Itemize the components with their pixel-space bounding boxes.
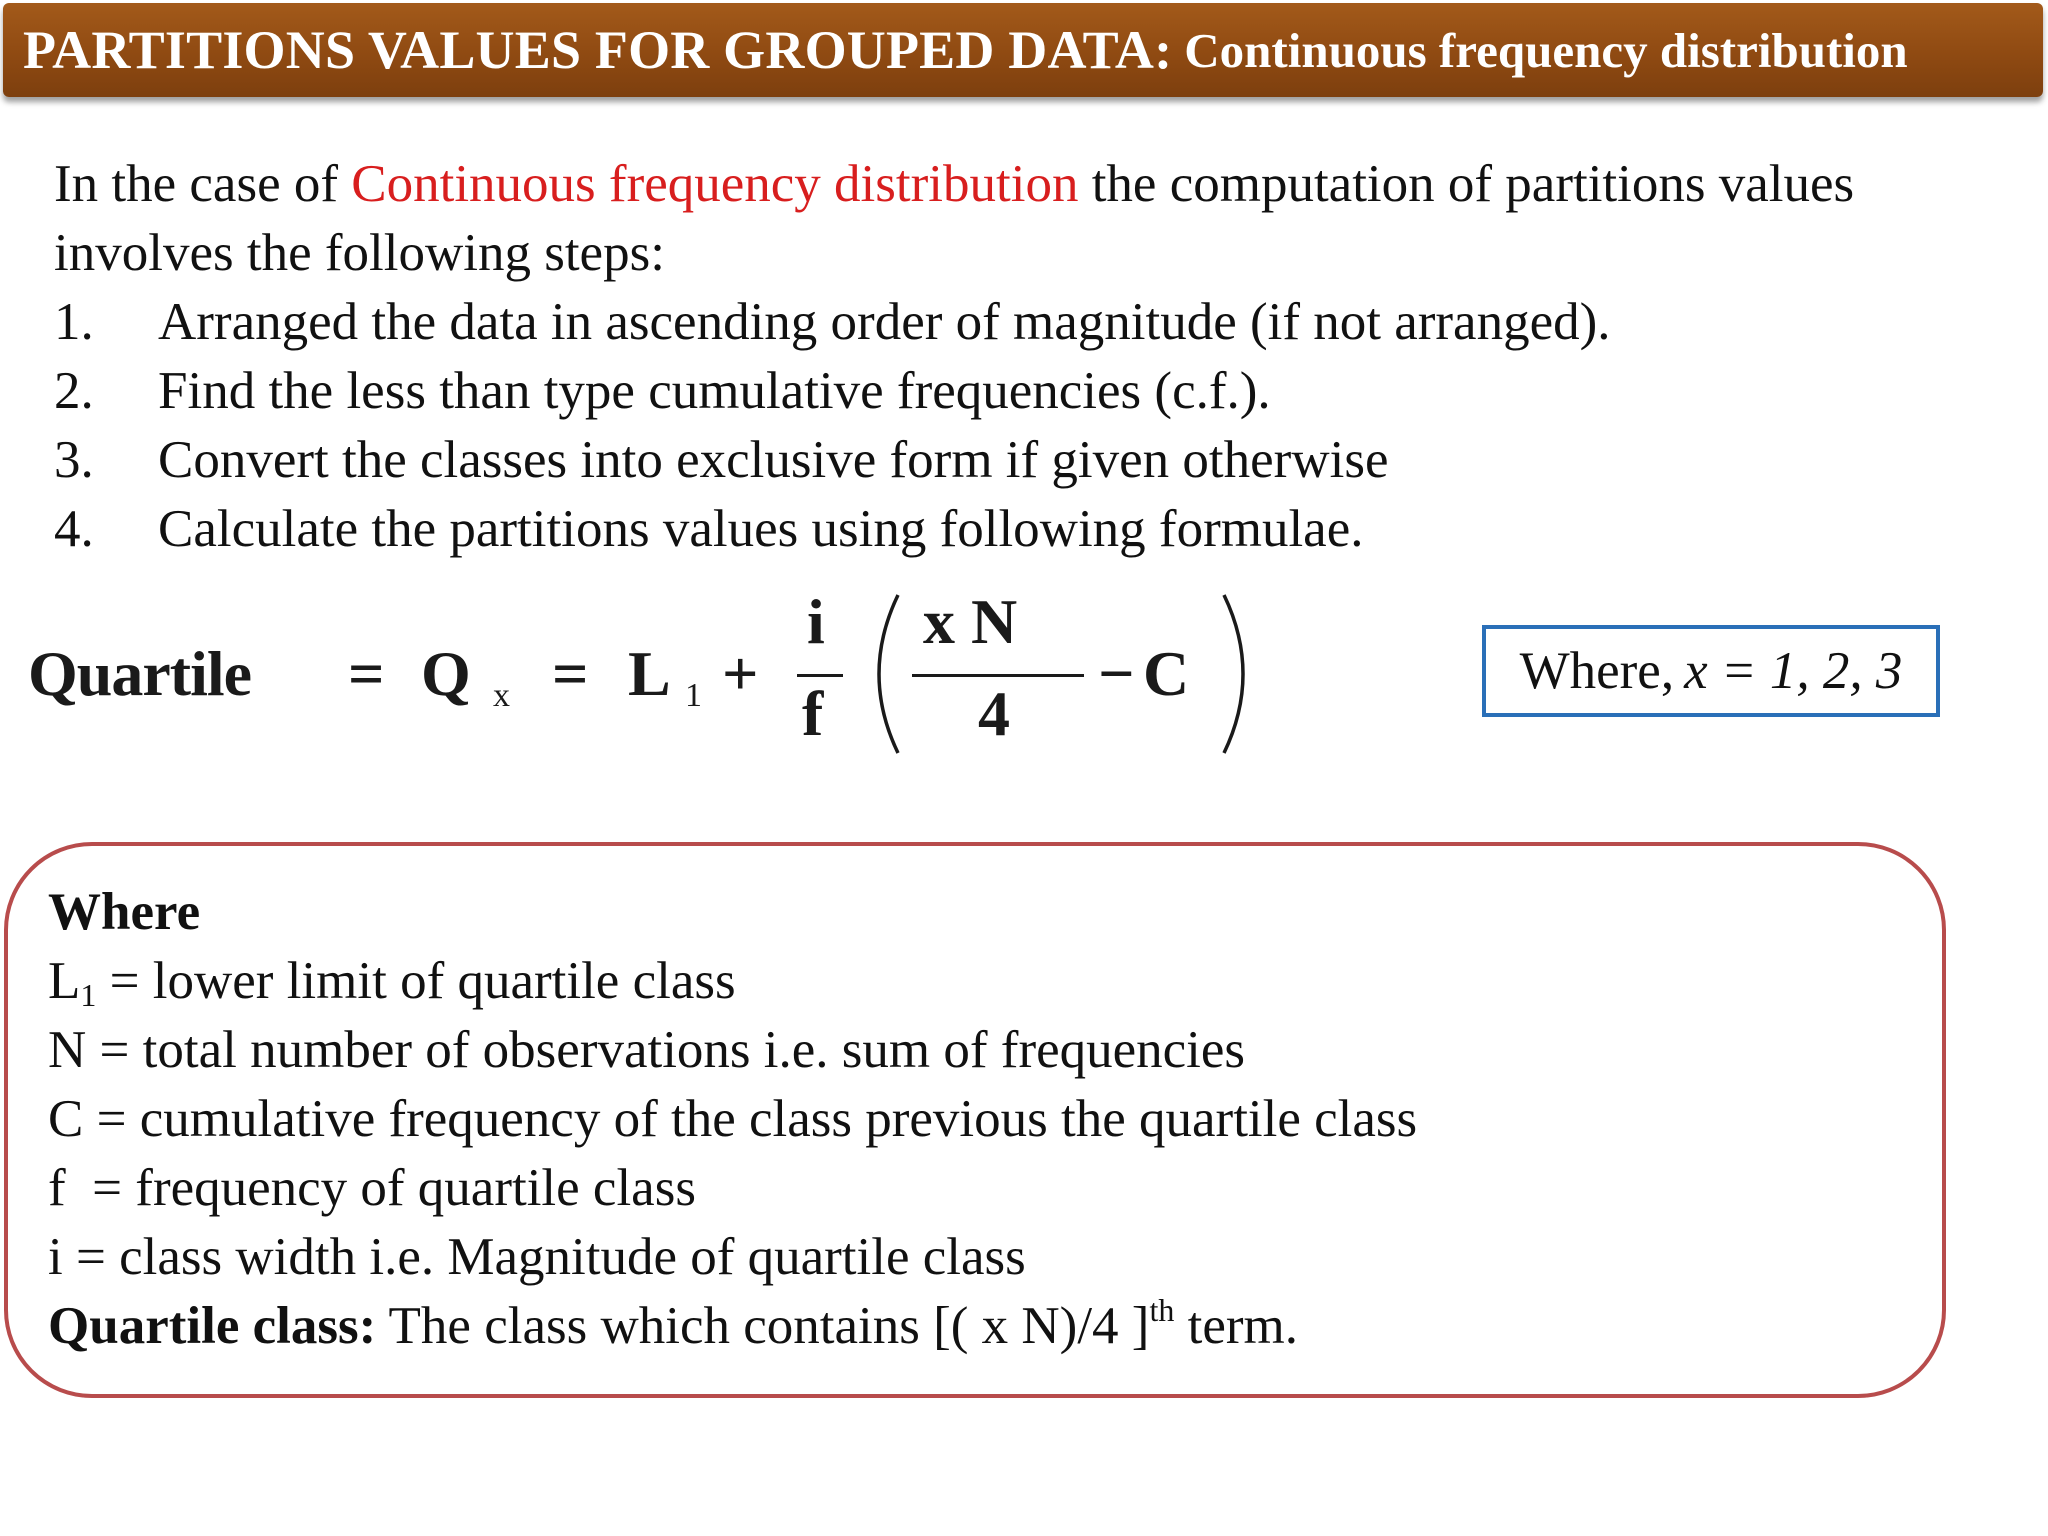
title-bar bbox=[3, 3, 2043, 97]
step-text: Find the less than type cumulative frequencies (c.f.). bbox=[158, 362, 1271, 420]
step-number: 3. bbox=[54, 431, 94, 489]
formula-l-subscript: 1 bbox=[685, 677, 702, 714]
quartile-class-label: Quartile class: bbox=[48, 1297, 377, 1355]
step-text: Convert the classes into exclusive form if given otherwise bbox=[158, 431, 1389, 489]
slide-title: PARTITIONS VALUES FOR GROUPED DATA: bbox=[23, 20, 1173, 80]
right-parenthesis bbox=[1216, 589, 1266, 759]
definition-i: i = class width i.e. Magnitude of quartile class bbox=[48, 1228, 1026, 1286]
formula-equals: = bbox=[348, 638, 385, 709]
formula-label: Quartile bbox=[28, 638, 252, 709]
fraction-denominator-4: 4 bbox=[978, 678, 1010, 749]
formula-minus: − bbox=[1098, 638, 1135, 709]
definitions-heading: Where bbox=[48, 883, 201, 941]
step-text: Arranged the data in ascending order of magnitude (if not arranged). bbox=[158, 293, 1611, 351]
quartile-class-superscript: th bbox=[1149, 1292, 1175, 1328]
step-item bbox=[54, 357, 2014, 426]
definition-f: f = frequency of quartile class bbox=[48, 1159, 696, 1217]
intro-suffix: the computation of partitions values involves the following steps: bbox=[54, 155, 1855, 282]
fraction-numerator-xn: x N bbox=[923, 586, 1018, 657]
definition-n: N = total number of observations i.e. sum of frequencies bbox=[48, 1021, 1246, 1079]
intro-section bbox=[54, 150, 2014, 564]
definition-l1 bbox=[48, 947, 1908, 1016]
step-item bbox=[54, 426, 2014, 495]
step-number: 1. bbox=[54, 293, 94, 351]
step-item bbox=[54, 288, 2014, 357]
formula-c: C bbox=[1143, 638, 1190, 709]
definition-quartile-class bbox=[48, 1292, 1908, 1361]
l-symbol: L bbox=[48, 952, 81, 1010]
formula-l: L bbox=[628, 638, 671, 709]
definition-c: C = cumulative frequency of the class previous the quartile class bbox=[48, 1090, 1418, 1148]
step-number: 2. bbox=[54, 362, 94, 420]
quartile-class-text: The class which contains [( x N)/4 ] bbox=[376, 1297, 1150, 1355]
quartile-class-end: term. bbox=[1174, 1297, 1298, 1355]
l-definition-text: = lower limit of quartile class bbox=[96, 952, 736, 1010]
intro-prefix: In the case of bbox=[54, 155, 352, 213]
l-subscript: 1 bbox=[80, 977, 97, 1013]
formula-q-subscript: x bbox=[493, 677, 510, 714]
quartile-formula bbox=[28, 585, 1278, 765]
slide-subtitle: Continuous frequency distribution bbox=[1184, 22, 1908, 78]
fraction-denominator-f: f bbox=[802, 678, 824, 749]
steps-list bbox=[54, 288, 2014, 564]
where-box-values: x = 1, 2, 3 bbox=[1684, 642, 1903, 700]
definitions-list bbox=[48, 878, 1908, 1361]
intro-paragraph bbox=[54, 150, 2014, 288]
fraction-numerator-i: i bbox=[807, 586, 825, 657]
formula-equals: = bbox=[552, 638, 589, 709]
formula-plus: + bbox=[722, 638, 759, 709]
where-x-values-box bbox=[1482, 625, 1940, 717]
where-box-label: Where, bbox=[1519, 642, 1675, 700]
step-text: Calculate the partitions values using following formulae. bbox=[158, 500, 1364, 558]
intro-highlight: Continuous frequency distribution bbox=[351, 155, 1079, 213]
step-item bbox=[54, 495, 2014, 564]
left-parenthesis bbox=[856, 589, 906, 759]
formula-q: Q bbox=[421, 638, 471, 709]
step-number: 4. bbox=[54, 500, 94, 558]
